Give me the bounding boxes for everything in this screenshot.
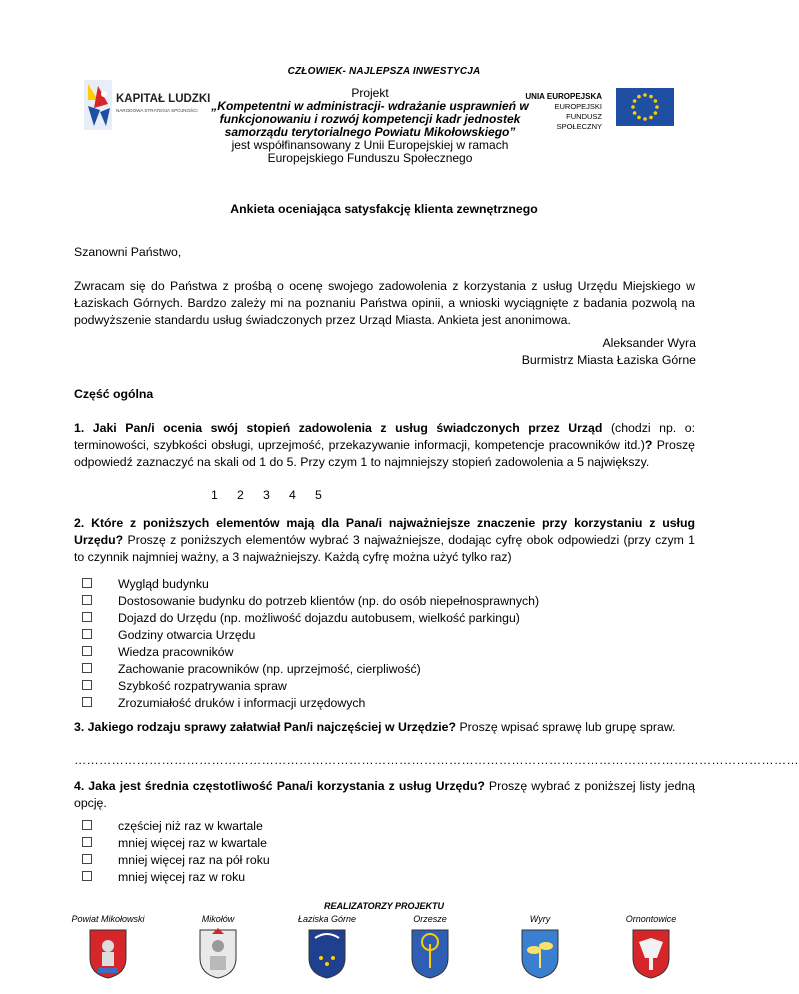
question-1 bbox=[74, 420, 695, 471]
crest-icon bbox=[631, 928, 671, 980]
list-item[interactable]: Zachowanie pracowników (np. uprzejmość, cierpliwość) bbox=[82, 661, 539, 678]
checkbox[interactable] bbox=[82, 612, 92, 622]
greeting: Szanowni Państwo, bbox=[74, 245, 182, 259]
checkbox[interactable] bbox=[82, 680, 92, 690]
municipality-wyry: Wyry bbox=[500, 914, 580, 982]
project-title: „Kompetentni w administracji- wdrażanie usprawnień w funkcjonowaniu i rozwój kompetencji kadr jednostek samorządu terytorialnego Powiatu Mikołowskiego” bbox=[211, 99, 529, 139]
eu-label-line2: EUROPEJSKI bbox=[554, 102, 602, 111]
scale-option[interactable]: 3 bbox=[263, 488, 270, 502]
intro-paragraph: Zwracam się do Państwa z prośbą o ocenę swojego zadowolenia z korzystania z usług Urzędu Miejskiego w Łaziskach Górnych. Bardzo zależy mi na poznaniu Państwa opinii, a wnioski wyciągnięte z badania pozwolą na podwyższenie standardu usług świadczonych przez Urząd Miasta. Ankieta jest anonimowa. bbox=[74, 279, 695, 327]
q2-text: Proszę z poniższych elementów wybrać 3 najważniejsze, dodając cyfrę obok odpowiedzi (przy czym 1 to czynnik najmniej ważny, a 3 najważniejszy. Każdą cyfrę można użyć tylko raz) bbox=[74, 533, 695, 564]
q2-options bbox=[82, 576, 539, 712]
eu-label bbox=[520, 92, 602, 132]
header-motto: CZŁOWIEK- NAJLEPSZA INWESTYCJA bbox=[287, 66, 481, 77]
checkbox[interactable] bbox=[82, 820, 92, 830]
question-3 bbox=[74, 719, 695, 736]
kapital-ludzki-subtitle: NARODOWA STRATEGIA SPÓJNOŚCI bbox=[116, 108, 198, 113]
eu-flag-icon bbox=[616, 88, 674, 126]
q1-rest: Proszę odpowiedź zaznaczyć na skali od 1 do 5. Przy czym 1 to najmniejszy stopień zadowolenia a 5 największy. bbox=[74, 438, 695, 469]
list-item[interactable]: Zrozumiałość druków i informacji urzędowych bbox=[82, 695, 539, 712]
scale-option[interactable]: 1 bbox=[211, 488, 218, 502]
list-item[interactable]: Dostosowanie budynku do potrzeb klientów (np. do osób niepełnosprawnych) bbox=[82, 593, 539, 610]
checkbox[interactable] bbox=[82, 854, 92, 864]
list-item[interactable]: Wygląd budynku bbox=[82, 576, 539, 593]
list-item[interactable]: częściej niż raz w kwartale bbox=[82, 818, 270, 835]
document-title: Ankieta oceniająca satysfakcję klienta zewnętrznego bbox=[230, 202, 538, 216]
municipality-laziska-gorne: Łaziska Górne bbox=[285, 914, 369, 982]
checkbox[interactable] bbox=[82, 663, 92, 673]
signature-name: Aleksander Wyra bbox=[602, 336, 696, 350]
kapital-ludzki-name: KAPITAŁ LUDZKI bbox=[116, 93, 211, 105]
scale-option[interactable]: 5 bbox=[315, 488, 322, 502]
eu-label-line1: UNIA EUROPEJSKA bbox=[525, 92, 602, 101]
list-item[interactable]: mniej więcej raz w kwartale bbox=[82, 835, 270, 852]
q2-bold: 2. Które z poniższych elementów mają dla Pana/i najważniejsze znaczenie przy korzystaniu z usług Urzędu? bbox=[74, 516, 695, 547]
rating-scale bbox=[211, 487, 341, 504]
list-item[interactable]: Godziny otwarcia Urzędu bbox=[82, 627, 539, 644]
q1-bold: 1. Jaki Pan/i ocenia swój stopień zadowolenia z usług świadczonych przez Urząd bbox=[74, 421, 603, 435]
project-description bbox=[210, 87, 530, 165]
project-funding: jest współfinansowany z Unii Europejskiej w ramach Europejskiego Funduszu Społecznego bbox=[231, 138, 509, 165]
q1-mark: ? bbox=[644, 438, 653, 452]
checkbox[interactable] bbox=[82, 646, 92, 656]
list-item[interactable]: Dojazd do Urzędu (np. możliwość dojazdu autobusem, wielkość parkingu) bbox=[82, 610, 539, 627]
q4-text: Proszę wybrać z poniższej listy jedną opcję. bbox=[74, 779, 695, 810]
kapital-ludzki-emblem-icon bbox=[84, 80, 204, 130]
project-label: Projekt bbox=[351, 86, 389, 100]
q4-options bbox=[82, 818, 270, 886]
section-heading: Część ogólna bbox=[74, 387, 154, 401]
checkbox[interactable] bbox=[82, 697, 92, 707]
q4-bold: 4. Jaka jest średnia częstotliwość Pana/i korzystania z usług Urzędu? bbox=[74, 779, 485, 793]
kapital-ludzki-logo bbox=[84, 80, 211, 130]
crest-icon bbox=[198, 928, 238, 980]
checkbox[interactable] bbox=[82, 629, 92, 639]
footer-title: REALIZATORZY PROJEKTU bbox=[323, 901, 444, 911]
scale-option[interactable]: 4 bbox=[289, 488, 296, 502]
checkbox[interactable] bbox=[82, 871, 92, 881]
crest-icon bbox=[307, 928, 347, 980]
municipality-mikolow: Mikołów bbox=[178, 914, 258, 982]
crest-icon bbox=[88, 928, 128, 980]
list-item[interactable]: mniej więcej raz w roku bbox=[82, 869, 270, 886]
municipality-ornontowice: Ornontowice bbox=[606, 914, 696, 982]
signature-role: Burmistrz Miasta Łaziska Górne bbox=[521, 353, 696, 367]
question-2 bbox=[74, 515, 695, 566]
q3-text: Proszę wpisać sprawę lub grupę spraw. bbox=[456, 720, 676, 734]
q3-bold: 3. Jakiego rodzaju sprawy załatwiał Pan/i najczęściej w Urzędzie? bbox=[74, 720, 457, 734]
eu-label-line3: FUNDUSZ SPOŁECZNY bbox=[556, 112, 602, 131]
scale-option[interactable]: 2 bbox=[237, 488, 244, 502]
list-item[interactable]: Szybkość rozpatrywania spraw bbox=[82, 678, 539, 695]
list-item[interactable]: Wiedza pracowników bbox=[82, 644, 539, 661]
signature bbox=[400, 335, 696, 369]
q3-answer-field[interactable]: ………………………………………………………………………………………………………………………………………………………… bbox=[74, 753, 799, 767]
crest-icon bbox=[520, 928, 560, 980]
question-4 bbox=[74, 778, 695, 812]
crest-icon bbox=[410, 928, 450, 980]
checkbox[interactable] bbox=[82, 578, 92, 588]
checkbox[interactable] bbox=[82, 837, 92, 847]
checkbox[interactable] bbox=[82, 595, 92, 605]
list-item[interactable]: mniej więcej raz na pół roku bbox=[82, 852, 270, 869]
municipality-powiat-mikolowski: Powiat Mikołowski bbox=[58, 914, 158, 982]
municipality-orzesze: Orzesze bbox=[390, 914, 470, 982]
q1-text: (chodzi np. o: terminowości, szybkości obsługi, uprzejmość, przekazywanie informacji, kompetencje pracowników itd.) bbox=[74, 421, 695, 452]
